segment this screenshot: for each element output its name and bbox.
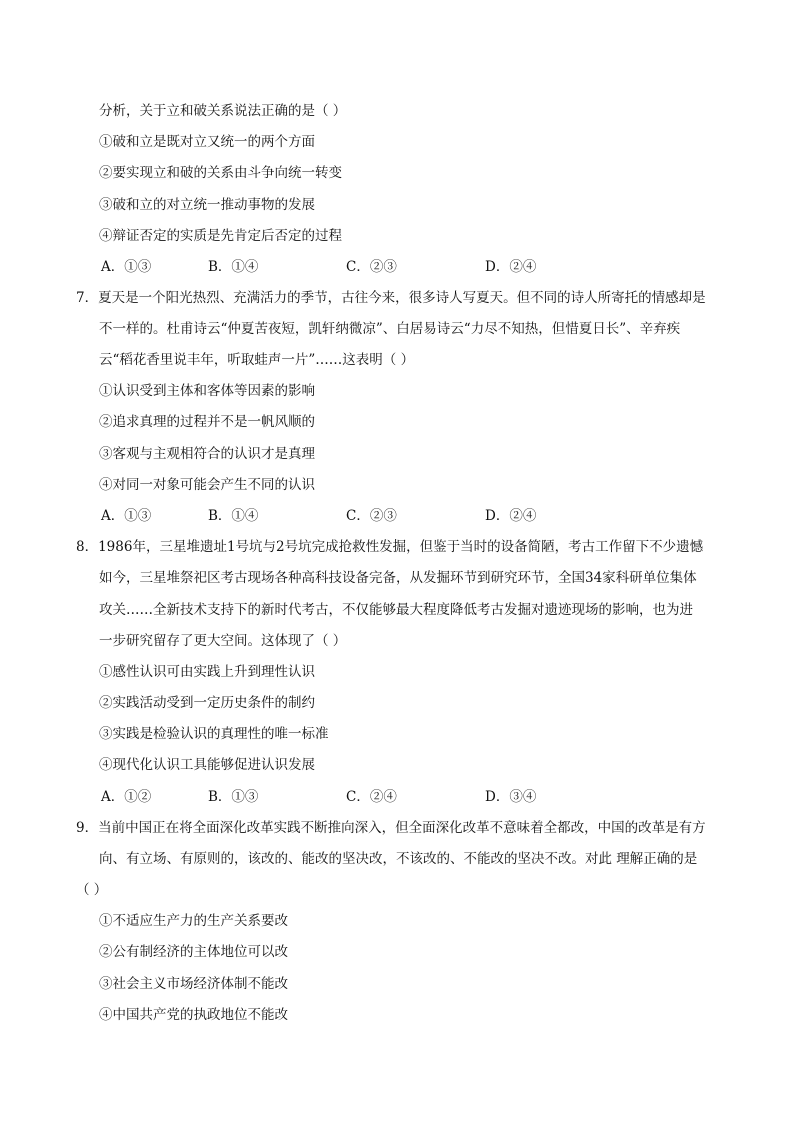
q7-statement-3: ③客观与主观相符合的认识才是真理 (99, 446, 315, 462)
q7-statement-1: ①认识受到主体和客体等因素的影响 (99, 383, 315, 399)
q7-statement-2: ②追求真理的过程并不是一帆风顺的 (99, 414, 315, 430)
q9-stem-line-2: 向、有立场、有原则的，该改的、能改的坚决改，不该改的、不能改的坚决不改。对此 理解正确的是 (99, 851, 698, 867)
q6-statement-1: ①破和立是既对立又统一的两个方面 (99, 134, 315, 150)
q7-statement-4: ④对同一对象可能会产生不同的认识 (99, 477, 315, 493)
q7-choice-b[interactable]: B．①④ (208, 508, 259, 524)
q6-choice-c[interactable]: C．②③ (346, 259, 397, 275)
q8-stem-line-4: 一步研究留存了更大空间。这体现了（ ） (99, 633, 347, 649)
q9-statement-3: ③社会主义市场经济体制不能改 (99, 976, 288, 992)
q6-choice-d[interactable]: D．②④ (485, 259, 537, 275)
q8-statement-1: ①感性认识可由实践上升到理性认识 (99, 664, 315, 680)
q6-statement-2: ②要实现立和破的关系由斗争向统一转变 (99, 165, 342, 181)
q7-choice-a[interactable]: A．①③ (101, 508, 152, 524)
q6-stem-tail: 分析，关于立和破关系说法正确的是（ ） (99, 103, 347, 119)
q6-choice-b[interactable]: B．①④ (208, 259, 259, 275)
q8-statement-2: ②实践活动受到一定历史条件的制约 (99, 695, 315, 711)
q8-choice-a[interactable]: A．①② (101, 789, 152, 805)
q8-statement-3: ③实践是检验认识的真理性的唯一标准 (99, 726, 329, 742)
q7-stem-line-3: 云“稻花香里说丰年，听取蛙声一片”……这表明（ ） (99, 352, 415, 368)
q7-choice-c[interactable]: C．②③ (346, 508, 397, 524)
q6-statement-3: ③破和立的对立统一推动事物的发展 (99, 197, 315, 213)
q8-stem-line-1: 8．1986年，三星堆遗址1号坑与2号坑完成抢救性发掘，但鉴于当时的设备简陋，考古工作留下不少遗憾 (76, 539, 704, 555)
q8-stem-line-3: 攻关……全新技术支持下的新时代考古，不仅能够最大程度降低考古发掘对遗迹现场的影响，也为进 (99, 602, 693, 618)
q9-statement-1: ①不适应生产力的生产关系要改 (99, 913, 288, 929)
q9-statement-4: ④中国共产党的执政地位不能改 (99, 1007, 288, 1023)
q8-choice-c[interactable]: C．②④ (346, 789, 397, 805)
q7-stem-line-2: 不一样的。杜甫诗云“仲夏苦夜短，凯轩纳微凉”、白居易诗云“力尽不知热，但惜夏日长”、辛弃疾 (99, 321, 681, 337)
q7-stem-line-1: 7．夏天是一个阳光热烈、充满活力的季节，古往今来，很多诗人写夏天。但不同的诗人所寄托的情感却是 (76, 290, 706, 306)
q6-statement-4: ④辩证否定的实质是先肯定后否定的过程 (99, 228, 342, 244)
q7-choice-d[interactable]: D．②④ (485, 508, 537, 524)
q6-choice-a[interactable]: A．①③ (101, 259, 152, 275)
q8-choice-b[interactable]: B．①③ (208, 789, 259, 805)
q8-choice-d[interactable]: D．③④ (485, 789, 537, 805)
q9-stem-line-3: （ ） (76, 882, 108, 898)
q9-stem-line-1: 9．当前中国正在将全面深化改革实践不断推向深入，但全面深化改革不意味着全都改，中国的改革是有方 (76, 820, 706, 836)
q8-statement-4: ④现代化认识工具能够促进认识发展 (99, 757, 315, 773)
q9-statement-2: ②公有制经济的主体地位可以改 (99, 944, 288, 960)
q8-stem-line-2: 如今，三星堆祭祀区考古现场各种高科技设备完备，从发掘环节到研究环节，全国34家科研单位集体 (99, 570, 697, 586)
